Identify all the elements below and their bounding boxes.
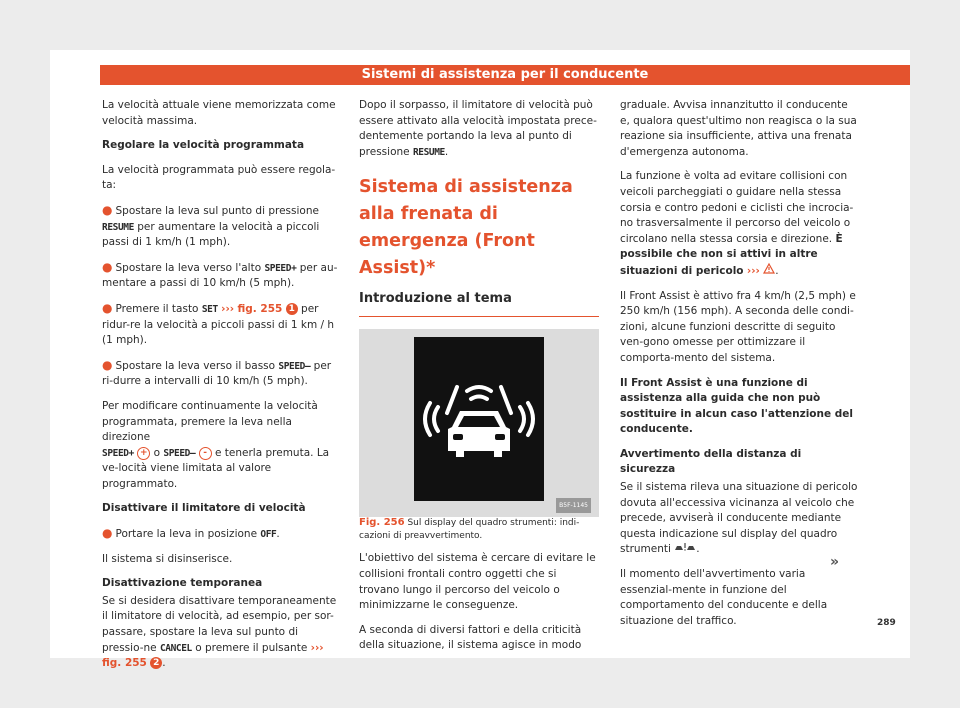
column-2: [359, 98, 599, 663]
reference-arrows: ›››: [221, 302, 235, 315]
list-item: ● Spostare la leva sul punto di pressione RESUME per aumentare la velocità a piccoli passi di 1 km/h (1 mph).: [102, 202, 320, 249]
paragraph: Dopo il sorpasso, il limitatore di velocità può essere attivato alla velocità impostata prece-dentemente portando la leva al punto di pressione RESUME.: [359, 99, 597, 158]
callout-number: 2: [150, 657, 162, 669]
minus-icon: -: [199, 447, 212, 460]
heading: Disattivare il limitatore di velocità: [102, 502, 306, 515]
heading: Disattivazione temporanea: [102, 577, 263, 590]
paragraph: Se il sistema rileva una situazione di pericolo dovuta all'eccessiva vicinanza al veicolo che precede, avviserà il conducente mediante questa indicazione sul display del quadro strumenti .: [620, 481, 858, 556]
figure-link[interactable]: fig. 255: [237, 302, 283, 315]
key-label: OFF: [260, 529, 277, 541]
list-item: ● Spostare la leva verso l'alto SPEED+ per au-mentare a passi di 10 km/h (5 mph).: [102, 259, 338, 290]
column-1: [102, 98, 342, 681]
paragraph: La funzione è volta ad evitare collisioni con veicoli parcheggiati o guidare nella stessa corsia e contro pedoni e ciclisti che incrocia-no trasversalmente il percorso del veicolo o circolano nella stessa corsia e direzione. È possibile che non si attivi in altre situazioni di pericolo ››› .: [620, 170, 854, 277]
bullet-icon: ●: [102, 202, 113, 217]
plus-icon: +: [137, 447, 150, 460]
list-item: ● Spostare la leva verso il basso SPEED– per ri-durre a intervalli di 10 km/h (5 mph).: [102, 357, 332, 388]
manual-page: [50, 50, 910, 670]
key-label: SPEED+: [264, 262, 297, 274]
column-3: [620, 98, 860, 638]
warning-triangle-icon: [763, 263, 775, 274]
paragraph: Il momento dell'avvertimento varia essenzial-mente in funzione del comportamento del conducente e della situazione del traffico.: [620, 568, 828, 627]
callout-number: 1: [286, 303, 298, 315]
figure-link[interactable]: fig. 255: [102, 657, 147, 670]
subsection-title: Introduzione al tema: [359, 290, 599, 317]
bullet-icon: ●: [102, 526, 113, 541]
key-label: RESUME: [412, 146, 445, 158]
figure-caption: Fig. 256 Sul display del quadro strumenti: indi-cazioni di preavvertimento.: [359, 517, 580, 541]
heading: Regolare la velocità programmata: [102, 139, 305, 152]
paragraph: Se si desidera disattivare temporaneamente il limitatore di velocità, ad esempio, per sor-passare, spostare la leva sul punto di pressio-ne CANCEL o premere il pulsante ››› fig. 255 2 .: [102, 594, 337, 670]
paragraph: Il Front Assist è attivo fra 4 km/h (2,5 mph) e 250 km/h (156 mph). A seconda delle condi-zioni, alcune funzioni descritte di seguito ven-gono omesse per ottimizzare il comporta-mento del sistema.: [620, 289, 856, 364]
figure-256: [359, 329, 599, 517]
key-label: RESUME: [102, 221, 134, 233]
reference-arrows: ›››: [310, 641, 324, 654]
front-assist-display-icon: [414, 337, 544, 501]
list-item: ● Premere il tasto SET ››› fig. 255 1 per ridur-re la velocità a piccoli passi di 1 km / h (1 mph).: [102, 300, 335, 347]
paragraph: La velocità attuale viene memorizzata come velocità massima.: [102, 99, 336, 127]
key-label: CANCEL: [159, 642, 192, 654]
reference-arrows: ›››: [746, 264, 760, 277]
bullet-icon: ●: [102, 357, 113, 372]
heading: Avvertimento della distanza di sicurezza: [620, 447, 802, 476]
paragraph: graduale. Avvisa innanzitutto il conducente e, qualora quest'ultimo non reagisca o la sua reazione sia insufficiente, attiva una frenata d'emergenza autonoma.: [620, 99, 857, 158]
list-item: ● Portare la leva in posizione OFF.: [102, 526, 280, 541]
bullet-icon: ●: [102, 259, 113, 274]
key-label: SPEED–: [278, 360, 311, 372]
section-title: Sistema di assistenza alla frenata di emergenza (Front Assist)*: [359, 177, 573, 279]
paragraph: Per modificare continuamente la velocità programmata, premere la leva nella direzione SPEED+ + o SPEED– - e tenerla premuta. La ve-locità viene limitata al valore programmato.: [102, 399, 330, 490]
section-header: Sistemi di assistenza per il conducente: [100, 65, 910, 85]
paragraph: La velocità programmata può essere regola-ta:: [102, 163, 336, 192]
figure-code: B5F-1145: [556, 498, 591, 514]
paragraph-bold: Il Front Assist è una funzione di assistenza alla guida che non può sostituire in alcun caso l'attenzione del conducente.: [620, 376, 853, 436]
bullet-icon: ●: [102, 300, 113, 315]
page-number: 289: [877, 618, 896, 628]
distance-warning-icon: [674, 542, 696, 552]
continue-mark: »: [830, 554, 840, 570]
paragraph: A seconda di diversi fattori e della criticità della situazione, il sistema agisce in modo: [359, 623, 582, 652]
paragraph: Il sistema si disinserisce.: [102, 552, 233, 565]
key-label: SPEED+: [102, 447, 134, 459]
key-label: SET: [201, 303, 218, 315]
key-label: SPEED–: [163, 447, 196, 459]
paragraph: L'obiettivo del sistema è cercare di evitare le collisioni frontali contro oggetti che si trovano lungo il percorso del veicolo o minimizzarne le conseguenze.: [359, 552, 596, 612]
